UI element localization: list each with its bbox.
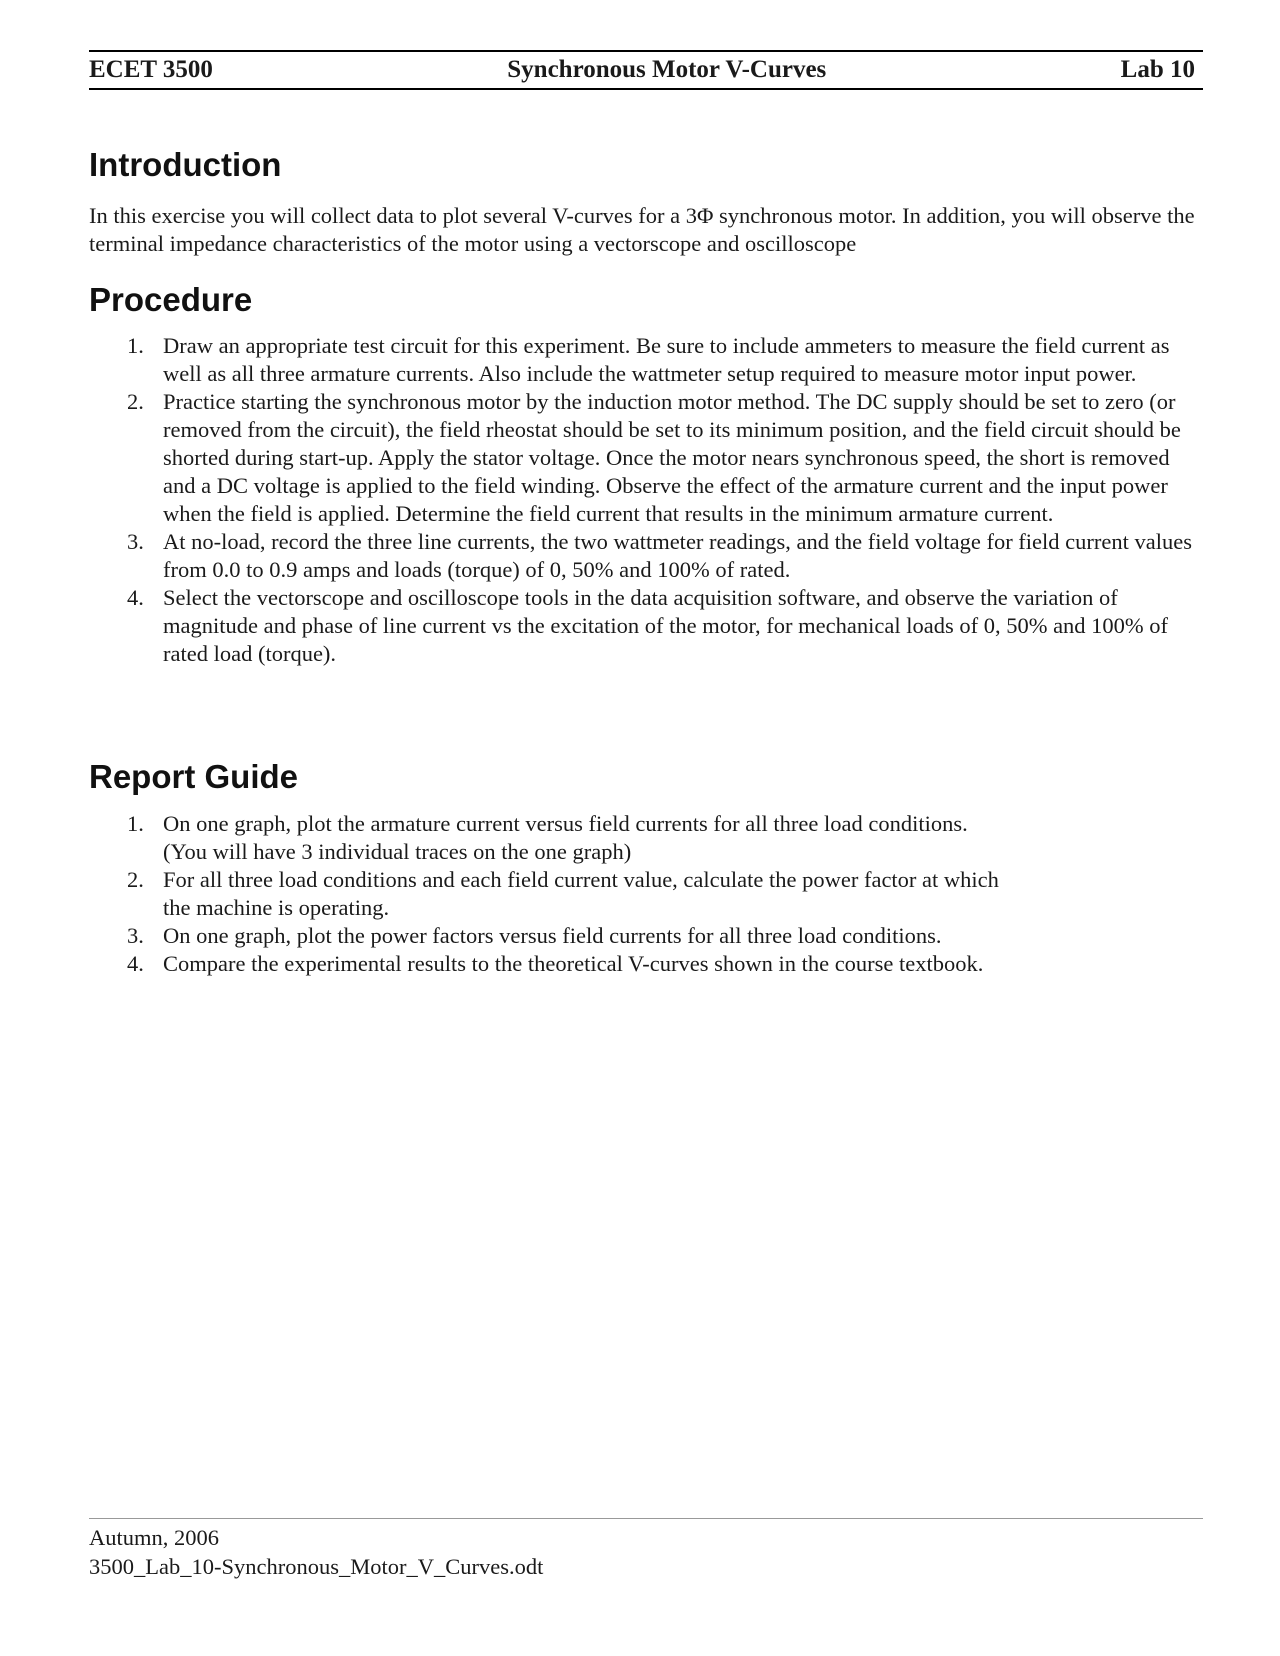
header-lab: Lab 10: [1120, 56, 1195, 83]
procedure-item-number: 4.: [127, 585, 144, 610]
procedure-item-number: 3.: [127, 529, 144, 554]
report-item: [89, 922, 1203, 950]
report-item-number: 4.: [127, 951, 144, 976]
report-item-text: Compare the experimental results to the theoretical V-curves shown in the course textbook.: [163, 951, 984, 976]
report-item: [89, 810, 1203, 866]
report-item-text: On one graph, plot the power factors versus field currents for all three load conditions.: [163, 923, 942, 948]
page-header: [89, 50, 1203, 90]
procedure-item-text: Practice starting the synchronous motor by the induction motor method. The DC supply should be set to zero (or removed from the circuit), the field rheostat should be set to its minimum position, and the field circuit should be shorted during start-up. Apply the stator voltage. Once the motor nears synchronous speed, the short is removed and a DC voltage is applied to the field winding. Observe the effect of the armature current and the input power when the field is applied. Determine the field current that results in the minimum armature current.: [163, 389, 1181, 526]
footer-date: Autumn, 2006: [89, 1525, 220, 1550]
report-guide-list: [89, 810, 1203, 978]
procedure-list: [89, 332, 1203, 668]
procedure-item: [89, 332, 1203, 388]
procedure-item-number: 2.: [127, 389, 144, 414]
report-item-text-continued: the machine is operating.: [163, 895, 390, 920]
report-item-text: For all three load conditions and each field current value, calculate the power factor at which: [163, 867, 999, 892]
procedure-heading: Procedure: [89, 281, 253, 318]
procedure-item: [89, 584, 1203, 668]
procedure-item-text: Draw an appropriate test circuit for this experiment. Be sure to include ammeters to measure the field current as well as all three armature currents. Also include the wattmeter setup required to measure motor input power.: [163, 333, 1170, 386]
procedure-item-text: At no-load, record the three line currents, the two wattmeter readings, and the field voltage for field current values from 0.0 to 0.9 amps and loads (torque) of 0, 50% and 100% of rated.: [163, 529, 1192, 582]
procedure-item-text: Select the vectorscope and oscilloscope tools in the data acquisition software, and observe the variation of magnitude and phase of line current vs the excitation of the motor, for mechanical loads of 0, 50% and 100% of rated load (torque).: [163, 585, 1169, 666]
procedure-item: [89, 528, 1203, 584]
header-title: Synchronous Motor V-Curves: [507, 56, 827, 83]
introduction-text: In this exercise you will collect data to plot several V-curves for a 3Φ synchronous motor. In addition, you will observe the terminal impedance characteristics of the motor using a vectorscope and oscilloscope: [89, 203, 1195, 256]
report-item: [89, 950, 1203, 978]
report-item-text-continued: (You will have 3 individual traces on the one graph): [163, 839, 632, 864]
document-page: [89, 0, 1203, 1656]
report-item: [89, 866, 1203, 922]
page-footer: [89, 1518, 1203, 1581]
report-item-number: 2.: [127, 867, 144, 892]
report-guide-heading: Report Guide: [89, 758, 299, 795]
report-item-text: On one graph, plot the armature current versus field currents for all three load conditions.: [163, 811, 968, 836]
report-item-number: 1.: [127, 811, 144, 836]
procedure-item-number: 1.: [127, 333, 144, 358]
introduction-heading: Introduction: [89, 146, 282, 183]
report-item-number: 3.: [127, 923, 144, 948]
header-course: ECET 3500: [89, 56, 213, 83]
footer-filename: 3500_Lab_10-Synchronous_Motor_V_Curves.odt: [89, 1554, 544, 1579]
procedure-item: [89, 388, 1203, 528]
